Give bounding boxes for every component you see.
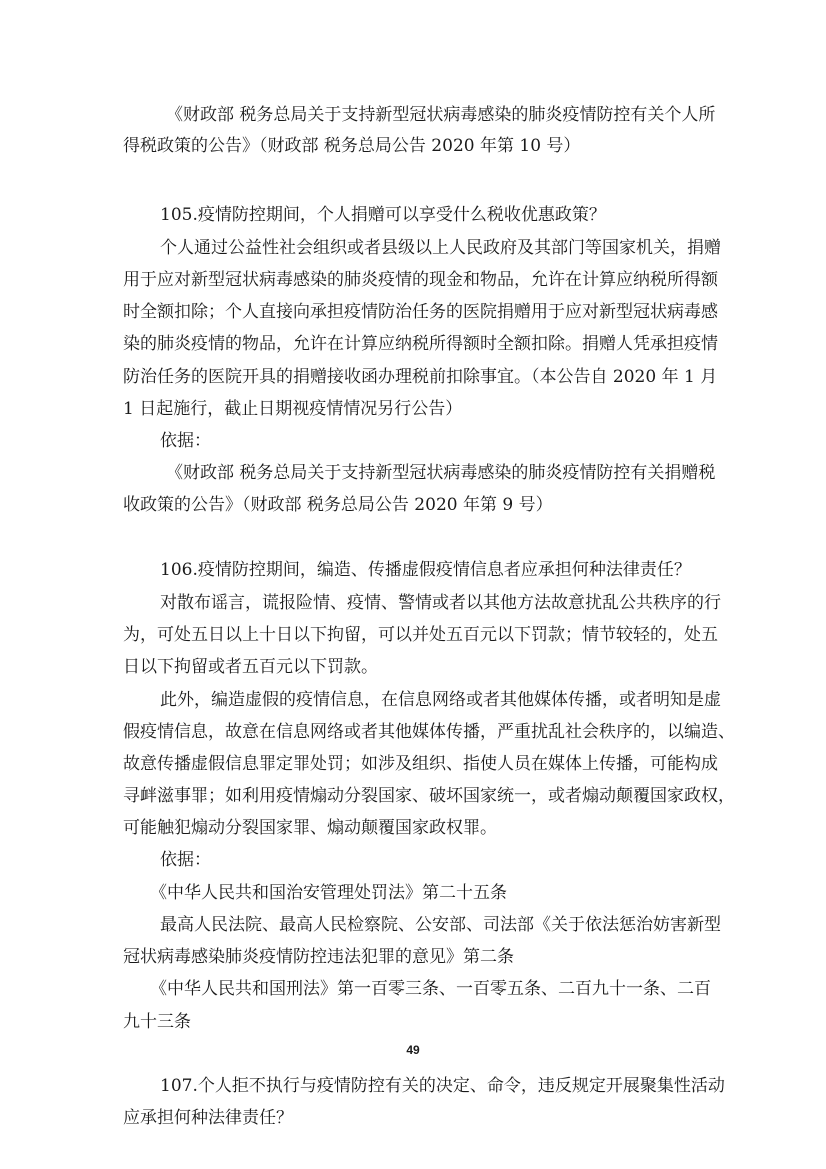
text-line: 时全额扣除；个人直接向承担疫情防治任务的医院捐赠用于应对新型冠状病毒感	[123, 302, 718, 322]
text-line: 此外，编造虚假的疫情信息，在信息网络或者其他媒体传播，或者明知是虚	[160, 690, 721, 710]
text-line: 寻衅滋事罪；如利用疫情煽动分裂国家、破坏国家统一，或者煽动颠覆国家政权，	[123, 786, 735, 806]
question-107: 107.个人拒不执行与疫情防控有关的决定、命令，违反规定开展聚集性活动	[160, 1076, 725, 1096]
text-line: 得税政策的公告》（财政部 税务总局公告 2020 年第 10 号）	[123, 136, 581, 156]
text-line: 个人通过公益性社会组织或者县级以上人民政府及其部门等国家机关，捐赠	[160, 238, 721, 258]
text-line: 防治任务的医院开具的捐赠接收函办理税前扣除事宜。（本公告自 2020 年 1 月	[123, 367, 718, 387]
text-line: 收政策的公告》（财政部 税务总局公告 2020 年第 9 号）	[123, 495, 553, 515]
text-line: 1 日起施行，截止日期视疫情情况另行公告）	[123, 399, 463, 419]
question-105: 105.疫情防控期间，个人捐赠可以享受什么税收优惠政策？	[160, 205, 606, 225]
text-line: 假疫情信息，故意在信息网络或者其他媒体传播，严重扰乱社会秩序的，以编造、	[123, 722, 735, 742]
text-line: 最高人民法院、最高人民检察院、公安部、司法部《关于依法惩治妨害新型	[160, 915, 721, 935]
text-line: 《中华人民共和国刑法》第一百零三条、一百零五条、二百九十一条、二百	[150, 979, 711, 999]
text-line: 《财政部 税务总局关于支持新型冠状病毒感染的肺炎疫情防控有关个人所	[166, 105, 716, 125]
text-line: 日以下拘留或者五百元以下罚款。	[123, 657, 378, 677]
question-106: 106.疫情防控期间，编造、传播虚假疫情信息者应承担何种法律责任？	[160, 560, 691, 580]
text-line: 应承担何种法律责任？	[123, 1108, 293, 1128]
text-line: 可能触犯煽动分裂国家罪、煽动颠覆国家政权罪。	[123, 818, 497, 838]
text-line: 九十三条	[123, 1012, 191, 1032]
text-line: 《中华人民共和国治安管理处罚法》第二十五条	[150, 883, 507, 903]
text-line: 为，可处五日以上十日以下拘留，可以并处五百元以下罚款；情节较轻的，处五	[123, 625, 718, 645]
text-line: 对散布谣言，谎报险情、疫情、警情或者以其他方法故意扰乱公共秩序的行	[160, 593, 721, 613]
text-line: 《财政部 税务总局关于支持新型冠状病毒感染的肺炎疫情防控有关捐赠税	[166, 463, 716, 483]
basis-label: 依据：	[160, 850, 211, 870]
text-line: 用于应对新型冠状病毒感染的肺炎疫情的现金和物品，允许在计算应纳税所得额	[123, 270, 718, 290]
page-number: 49	[406, 1043, 420, 1057]
text-line: 染的肺炎疫情的物品，允许在计算应纳税所得额时全额扣除。捐赠人凭承担疫情	[123, 334, 718, 354]
basis-label: 依据：	[160, 431, 211, 451]
text-line: 冠状病毒感染肺炎疫情防控违法犯罪的意见》第二条	[123, 947, 514, 967]
text-line: 故意传播虚假信息罪定罪处罚；如涉及组织、指使人员在媒体上传播，可能构成	[123, 754, 718, 774]
